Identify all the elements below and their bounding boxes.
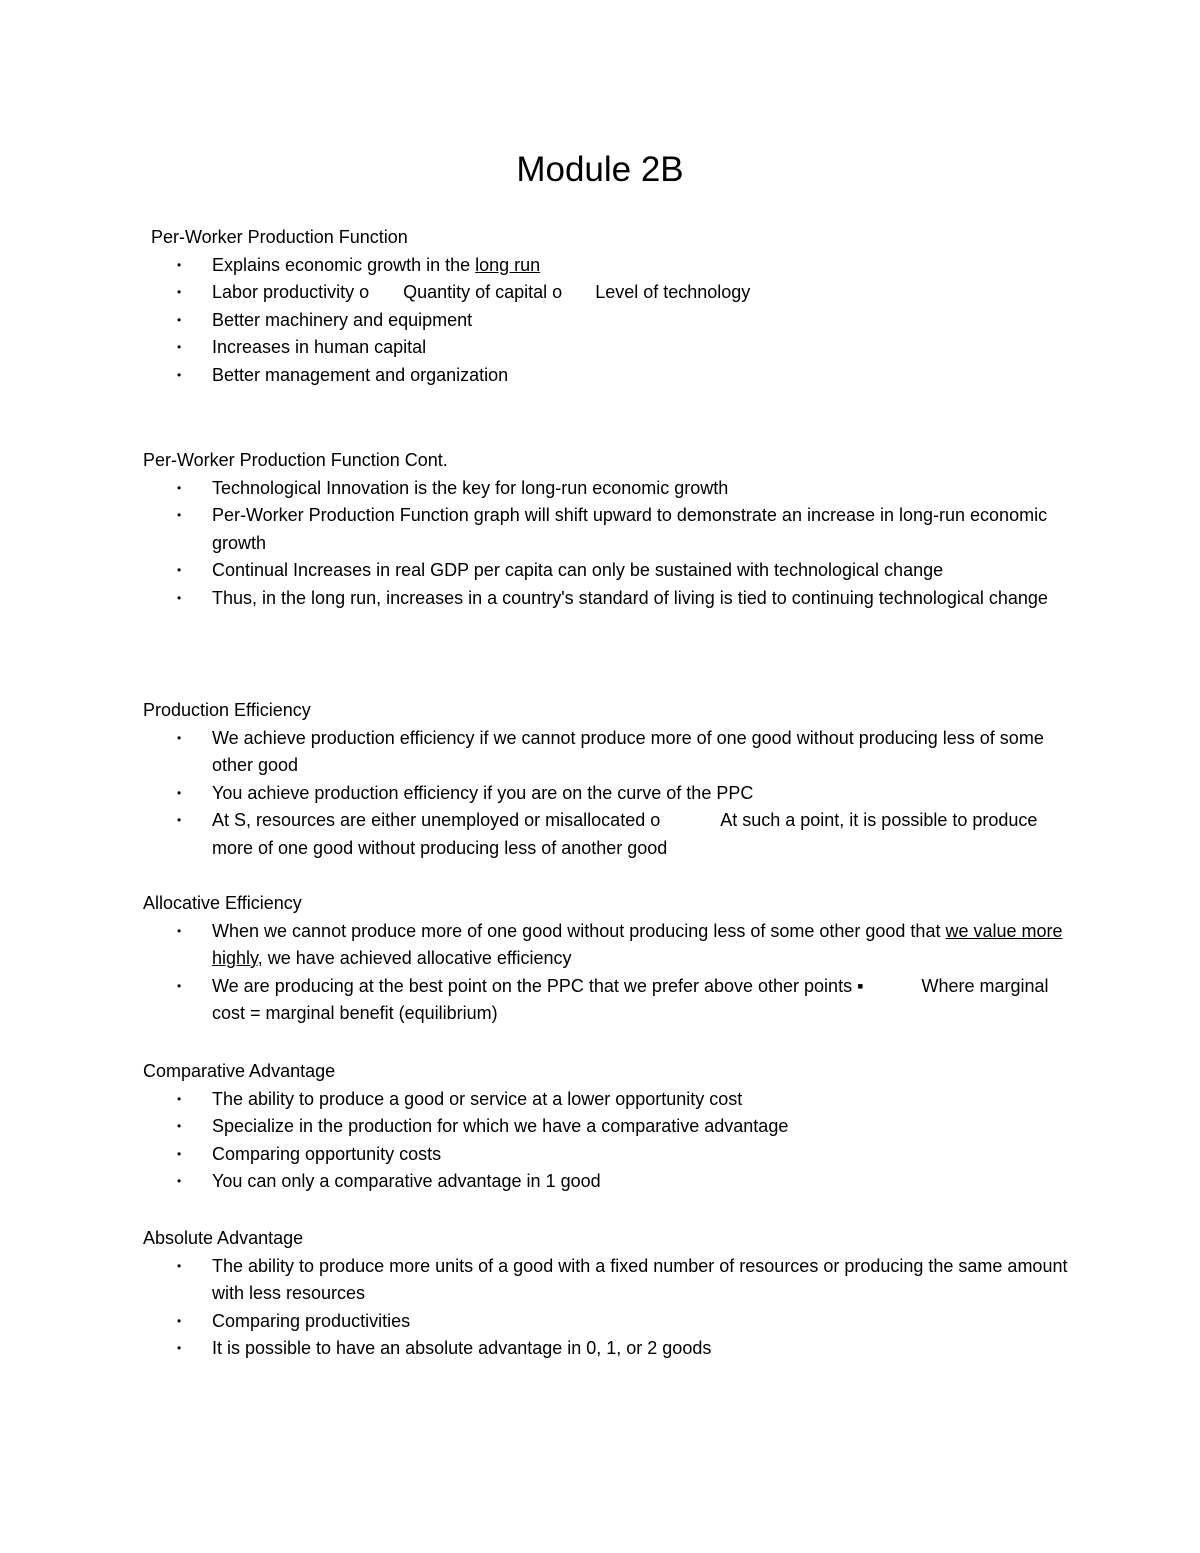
bullet-icon: • <box>177 590 182 605</box>
list-item: • At S, resources are either unemployed or misallocated o At such a point, it is possible to produce more of one good without producing less of another good <box>143 807 1073 862</box>
list-item: • Labor productivity o Quantity of capital o Level of technology <box>143 279 1081 307</box>
section-production-efficiency <box>143 697 1073 862</box>
section-per-worker-production-function <box>151 224 1081 389</box>
section-heading: Per-Worker Production Function <box>151 227 408 247</box>
bullet-icon: • <box>177 1119 182 1133</box>
bullet-icon: • <box>177 563 182 577</box>
list-item: • We are producing at the best point on the PPC that we prefer above other points ▪ Where marginal cost = marginal benefit (equilibrium) <box>143 973 1073 1028</box>
section-per-worker-production-function-cont <box>143 447 1073 612</box>
bullet-icon: • <box>177 340 182 354</box>
section-absolute-advantage <box>143 1225 1073 1363</box>
bullet-icon: • <box>177 1146 182 1161</box>
section-heading: Production Efficiency <box>143 700 311 720</box>
list-item: • Explains economic growth in the long run <box>143 252 1081 280</box>
list-item: • Per-Worker Production Function graph will shift upward to demonstrate an increase in long-run economic growth <box>143 502 1073 557</box>
list-item: • The ability to produce a good or service at a lower opportunity cost <box>143 1086 1073 1114</box>
bullet-icon: • <box>177 508 182 522</box>
bullet-icon: • <box>177 813 182 827</box>
bullet-icon: • <box>177 257 182 272</box>
bullet-list <box>143 1253 1073 1363</box>
page-title: Module 2B <box>516 150 684 189</box>
bullet-icon: • <box>177 285 182 299</box>
bullet-icon: • <box>177 785 182 800</box>
list-item: • You can only a comparative advantage in 1 good <box>143 1168 1073 1196</box>
list-item: • When we cannot produce more of one good without producing less of some other good that we value more highly, we have achieved allocative efficiency <box>143 918 1073 973</box>
bullet-list <box>143 918 1073 1028</box>
section-heading: Allocative Efficiency <box>143 893 302 913</box>
bullet-icon: • <box>177 367 182 382</box>
section-comparative-advantage <box>143 1058 1073 1196</box>
underlined-text: we value more highly <box>212 920 1063 968</box>
bullet-icon: • <box>177 1258 182 1273</box>
list-item: • Thus, in the long run, increases in a country's standard of living is tied to continuing technological change <box>143 585 1073 613</box>
bullet-list <box>143 1086 1073 1196</box>
bullet-icon: • <box>177 978 182 993</box>
bullet-icon: • <box>177 1313 182 1328</box>
bullet-list <box>143 725 1073 863</box>
bullet-icon: • <box>177 480 182 495</box>
list-item: • Better machinery and equipment <box>143 307 1081 335</box>
list-item: • Technological Innovation is the key for long-run economic growth <box>143 475 1073 503</box>
bullet-icon: • <box>177 923 182 938</box>
list-item: • The ability to produce more units of a good with a fixed number of resources or producing the same amount with less resources <box>143 1253 1073 1308</box>
list-item: • Specialize in the production for which we have a comparative advantage <box>143 1113 1073 1141</box>
list-item: • You achieve production efficiency if you are on the curve of the PPC <box>143 780 1073 808</box>
list-item: • Better management and organization <box>143 362 1081 390</box>
section-heading: Comparative Advantage <box>143 1061 336 1081</box>
bullet-list <box>143 252 1081 390</box>
list-item: • Comparing opportunity costs <box>143 1141 1073 1169</box>
list-item: • Comparing productivities <box>143 1308 1073 1336</box>
section-heading: Per-Worker Production Function Cont. <box>143 450 448 470</box>
underlined-text: long run <box>475 254 541 275</box>
list-item: • It is possible to have an absolute advantage in 0, 1, or 2 goods <box>143 1335 1073 1363</box>
bullet-icon: • <box>177 1091 182 1106</box>
section-heading: Absolute Advantage <box>143 1228 304 1248</box>
list-item: • Increases in human capital <box>143 334 1081 362</box>
bullet-icon: • <box>177 1174 182 1188</box>
bullet-list <box>143 475 1073 613</box>
section-allocative-efficiency <box>143 890 1073 1028</box>
list-item: • We achieve production efficiency if we cannot produce more of one good without producing less of some other good <box>143 725 1073 780</box>
bullet-icon: • <box>177 730 182 745</box>
bullet-icon: • <box>177 1341 182 1355</box>
list-item: • Continual Increases in real GDP per capita can only be sustained with technological change <box>143 557 1073 585</box>
bullet-icon: • <box>177 312 182 327</box>
